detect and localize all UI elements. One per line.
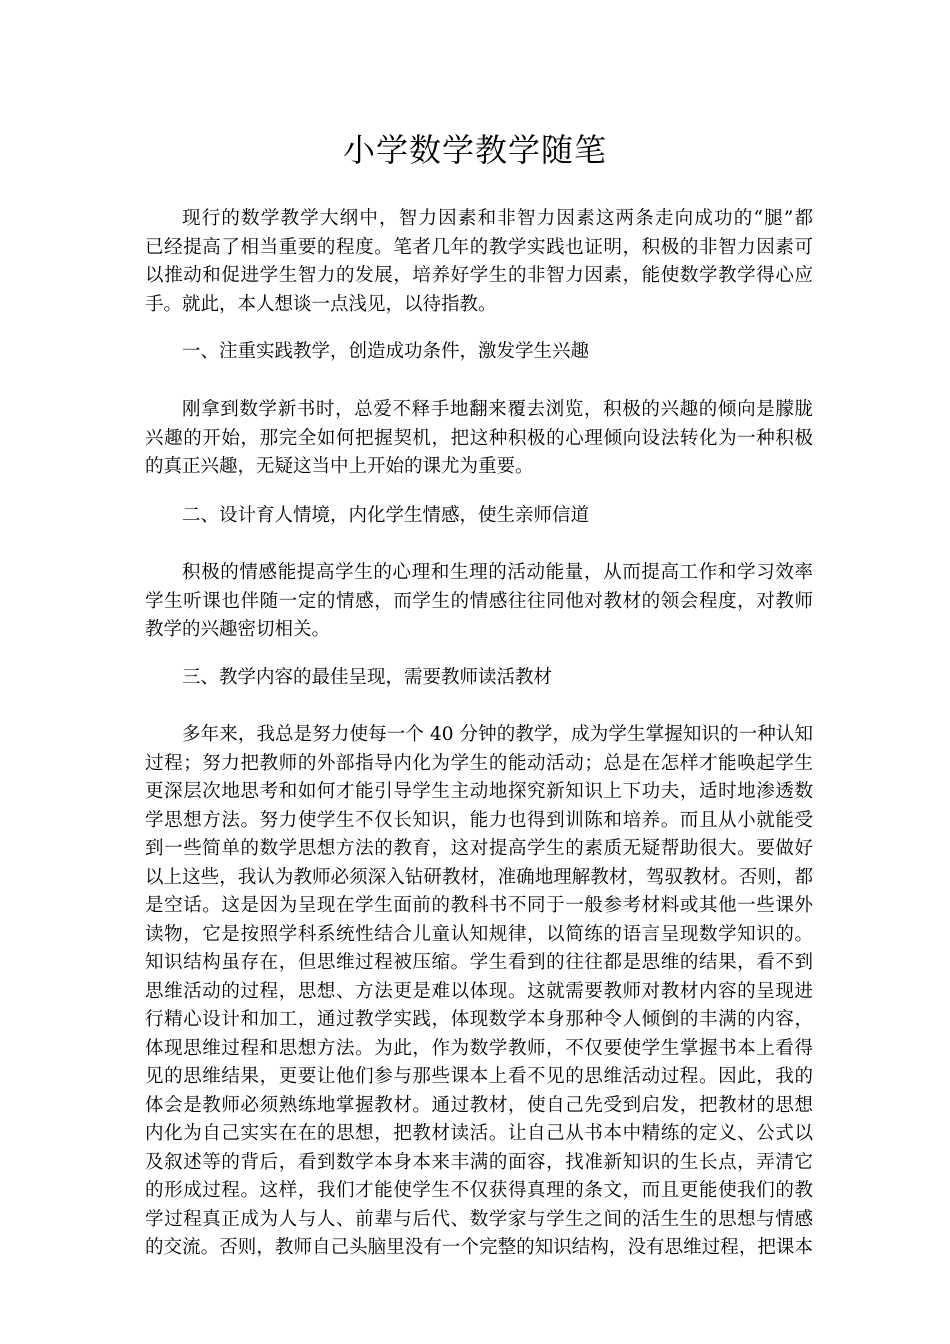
- paragraph-line: 行精心设计和加工，通过教学实践，体现数学本身那种令人倾倒的丰满的内容，: [145, 1009, 813, 1030]
- paragraph-line: 学生听课也伴随一定的情感，而学生的情感往往同他对教材的领会程度，对教师: [145, 590, 813, 612]
- paragraph-line: 见的思维结果，更要让他们参与那些课本上看不见的思维活动过程。因此，我的: [145, 1066, 813, 1087]
- paragraph-line: 过程；努力把教师的外部指导内化为学生的能动活动；总是在怎样才能唤起学生: [145, 752, 813, 774]
- paragraph-line: 的真正兴趣，无疑这当中上开始的课尤为重要。: [145, 456, 534, 477]
- paragraph-line: 以上这些，我认为教师必须深入钻研教材，准确地理解教材，驾驭教材。否则，都: [145, 866, 813, 888]
- paragraph-line: 刚拿到数学新书时，总爱不释手地翻来覆去浏览，积极的兴趣的倾向是朦胧: [182, 399, 813, 420]
- paragraph-line: 的形成过程。这样，我们才能使学生不仅获得真理的条文，而且更能使我们的教: [145, 1180, 813, 1201]
- paragraph-line: 到一些简单的数学思想方法的教育，这对提高学生的素质无疑帮助很大。要做好: [145, 838, 813, 859]
- paragraph-line: 兴趣的开始，那完全如何把握契机，把这种积极的心理倾向设法转化为一种积极: [145, 427, 813, 449]
- paragraph-line: 积极的情感能提高学生的心理和生理的活动能量，从而提高工作和学习效率: [182, 562, 813, 583]
- paragraph-line: 以推动和促进学生智力的发展，培养好学生的非智力因素，能使数学教学得心应: [145, 265, 813, 286]
- paragraph-line: 学过程真正成为人与人、前辈与后代、数学家与学生之间的活生生的思想与情感: [145, 1208, 813, 1230]
- intro-paragraph: [145, 205, 813, 319]
- paragraph-line: 知识结构虽存在，但思维过程被压缩。学生看到的往往都是思维的结果，看不到: [145, 952, 813, 973]
- paragraph-line: 及叙述等的背后，看到数学本身本来丰满的面容，找准新知识的生长点，弄清它: [145, 1151, 813, 1173]
- paragraph-line: 体现思维过程和思想方法。为此，作为数学教师，不仅要使学生掌握书本上看得: [145, 1037, 813, 1059]
- paragraph-line: 多年来，我总是努力使每一个 40 分钟的教学，成为学生掌握知识的一种认知: [182, 724, 813, 745]
- paragraph-line: 的交流。否则，教师自己头脑里没有一个完整的知识结构，没有思维过程，把课本: [145, 1237, 813, 1258]
- section1-paragraph: [145, 396, 813, 482]
- paragraph-line: 已经提高了相当重要的程度。笔者几年的教学实践也证明，积极的非智力因素可: [145, 236, 813, 258]
- document-title: 小学数学教学随笔: [342, 131, 607, 169]
- paragraph-line: 教学的兴趣密切相关。: [145, 619, 331, 640]
- section2-paragraph: [145, 559, 813, 645]
- paragraph-line: 是空话。这是因为呈现在学生面前的教科书不同于一般参考材料或其他一些课外: [145, 895, 813, 916]
- paragraph-line: 学思想方法。努力使学生不仅长知识，能力也得到训陈和培养。而且从小就能受: [145, 809, 813, 831]
- paragraph-line: 体会是教师必须熟练地掌握教材。通过教材，使自己先受到启发，把教材的思想: [145, 1094, 813, 1116]
- paragraph-line: 思维活动的过程，思想、方法更是难以体现。这就需要教师对教材内容的呈现进: [145, 980, 813, 1002]
- paragraph-line: 手。就此，本人想谈一点浅见，以待指教。: [145, 293, 497, 315]
- section-heading-1: 一、注重实践教学，创造成功条件，激发学生兴趣: [182, 341, 590, 362]
- paragraph-line: 读物，它是按照学科系统性结合儿童认知规律，以简练的语言呈现数学知识的。: [145, 923, 813, 945]
- paragraph-line: 更深层次地思考和如何才能引导学生主动地探究新知识上下功夫，适时地渗透数: [145, 781, 813, 802]
- paragraph-line: 现行的数学教学大纲中，智力因素和非智力因素这两条走向成功的“腿”都: [182, 208, 813, 229]
- paragraph-line: 内化为自己实实在在的思想，把教材读活。让自己从书本中精练的定义、公式以: [145, 1123, 813, 1144]
- section-heading-3: 三、教学内容的最佳呈现，需要教师读活教材: [182, 667, 553, 688]
- section-heading-2: 二、设计育人情境，内化学生情感，使生亲师信道: [182, 505, 590, 526]
- section3-paragraph: [145, 721, 813, 1263]
